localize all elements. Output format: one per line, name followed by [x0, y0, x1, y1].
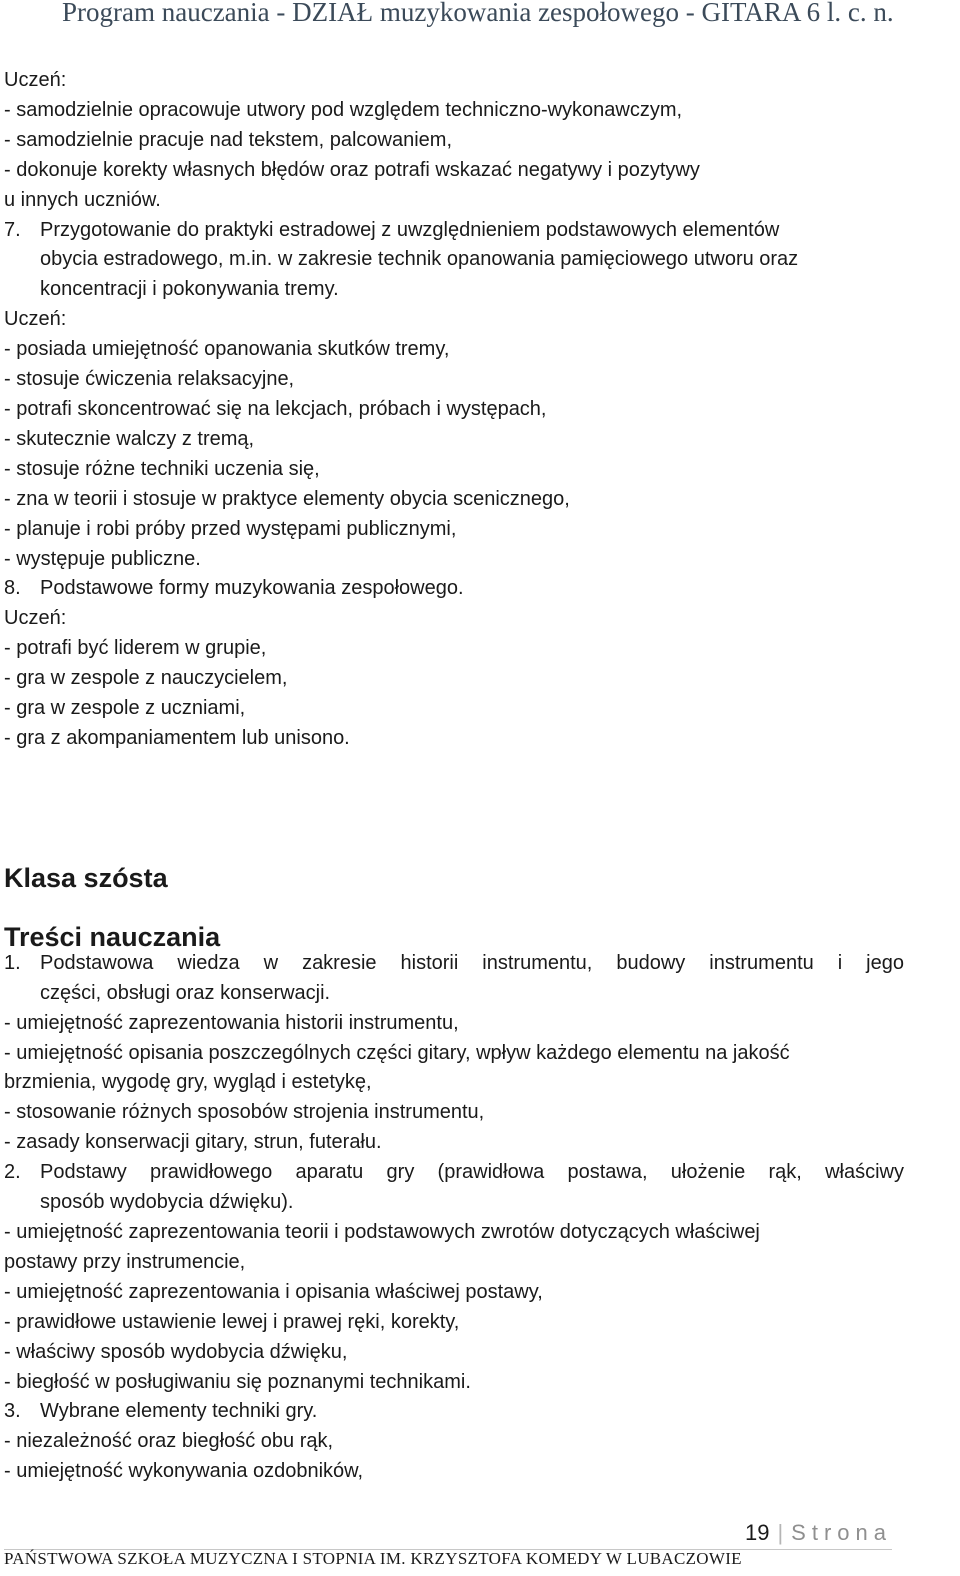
point-text-continuation: obycia estradowego, m.in. w zakresie technik opanowania pamięciowego utworu oraz	[40, 248, 799, 271]
list-item: postawy przy instrumencie,	[4, 1250, 246, 1273]
point-number: 3.	[4, 1400, 21, 1423]
page-number: 19	[744, 1520, 770, 1545]
content-heading: Treści nauczania	[4, 921, 221, 952]
point-text: Podstawy prawidłowego aparatu gry (prawidłowa postawa, ułożenie rąk, właściwy	[40, 1161, 904, 1184]
numbered-point-7	[4, 216, 904, 246]
document-body	[4, 66, 904, 1487]
point-text: Wybrane elementy techniki gry.	[40, 1400, 318, 1423]
point-text: Podstawowe formy muzykowania zespołowego.	[40, 577, 464, 600]
point-text-continuation: części, obsługi oraz konserwacji.	[40, 981, 331, 1004]
point-text: Przygotowanie do praktyki estradowej z uwzględnieniem podstawowych elementów	[40, 218, 780, 241]
footer-school-name: PAŃSTWOWA SZKOŁA MUZYCZNA I STOPNIA IM. KRZYSZTOFA KOMEDY W LUBACZOWIE	[4, 1549, 742, 1568]
list-item: - potrafi być liderem w grupie,	[4, 637, 267, 660]
point-number: 7.	[4, 218, 21, 241]
list-item: u innych uczniów.	[4, 188, 161, 211]
list-item: - samodzielnie opracowuje utwory pod względem techniczno-wykonawczym,	[4, 98, 683, 121]
list-item: - umiejętność opisania poszczególnych części gitary, wpływ każdego elementu na jakość	[4, 1041, 790, 1064]
point-text: Podstawowa wiedza w zakresie historii instrumentu, budowy instrumentu i jego	[40, 951, 904, 974]
footer-separator: |	[777, 1520, 784, 1545]
list-item: - potrafi skoncentrować się na lekcjach, próbach i występach,	[4, 397, 547, 420]
list-item: - zna w teorii i stosuje w praktyce elementy obycia scenicznego,	[4, 487, 570, 510]
list-item: - umiejętność zaprezentowania i opisania właściwej postawy,	[4, 1280, 543, 1303]
numbered-point-8	[4, 574, 904, 604]
numbered-point-1	[4, 949, 904, 979]
list-item: - gra w zespole z nauczycielem,	[4, 667, 288, 690]
list-item: - stosuje ćwiczenia relaksacyjne,	[4, 368, 295, 391]
list-item: - umiejętność zaprezentowania historii instrumentu,	[4, 1011, 459, 1034]
list-item: - planuje i robi próby przed występami publicznymi,	[4, 517, 457, 540]
point-text-continuation: koncentracji i pokonywania tremy.	[40, 278, 339, 301]
numbered-point-2	[4, 1158, 904, 1188]
list-item: brzmienia, wygodę gry, wygląd i estetykę,	[4, 1071, 372, 1094]
list-item: - prawidłowe ustawienie lewej i prawej ręki, korekty,	[4, 1310, 460, 1333]
list-item: - samodzielnie pracuje nad tekstem, palcowaniem,	[4, 128, 452, 151]
list-item: - niezależność oraz biegłość obu rąk,	[4, 1430, 334, 1453]
list-item: - skutecznie walczy z tremą,	[4, 427, 255, 450]
point-number: 8.	[4, 577, 21, 600]
list-item: - stosuje różne techniki uczenia się,	[4, 457, 320, 480]
list-item: - gra w zespole z uczniami,	[4, 697, 246, 720]
section-spacer	[4, 754, 904, 844]
uczen-label: Uczeń:	[4, 607, 67, 630]
list-item: - biegłość w posługiwaniu się poznanymi technikami.	[4, 1370, 471, 1393]
point-number: 2.	[4, 1161, 21, 1184]
list-item: - zasady konserwacji gitary, strun, futerału.	[4, 1131, 382, 1154]
uczen-label: Uczeń:	[4, 69, 67, 91]
list-item: - dokonuje korekty własnych błędów oraz potrafi wskazać negatywy i pozytywy	[4, 158, 700, 181]
list-item: - umiejętność zaprezentowania teorii i podstawowych zwrotów dotyczących właściwej	[4, 1221, 760, 1243]
point-text-continuation: sposób wydobycia dźwięku).	[40, 1191, 294, 1214]
list-item: - umiejętność wykonywania ozdobników,	[4, 1460, 364, 1483]
numbered-point-3	[4, 1397, 904, 1427]
list-item: - posiada umiejętność opanowania skutków tremy,	[4, 338, 450, 361]
list-item: - gra z akompaniamentem lub unisono.	[4, 726, 350, 749]
list-item: - właściwy sposób wydobycia dźwięku,	[4, 1340, 348, 1363]
page-header-title: Program nauczania - DZIAŁ muzykowania zespołowego - GITARA 6 l. c. n.	[62, 0, 894, 27]
page-number-footer	[745, 1520, 892, 1546]
class-heading: Klasa szósta	[4, 862, 168, 893]
page-word: Strona	[791, 1520, 892, 1545]
list-item: - stosowanie różnych sposobów strojenia instrumentu,	[4, 1101, 485, 1124]
uczen-label: Uczeń:	[4, 308, 67, 331]
point-number: 1.	[4, 951, 21, 974]
list-item: - występuje publiczne.	[4, 547, 201, 570]
